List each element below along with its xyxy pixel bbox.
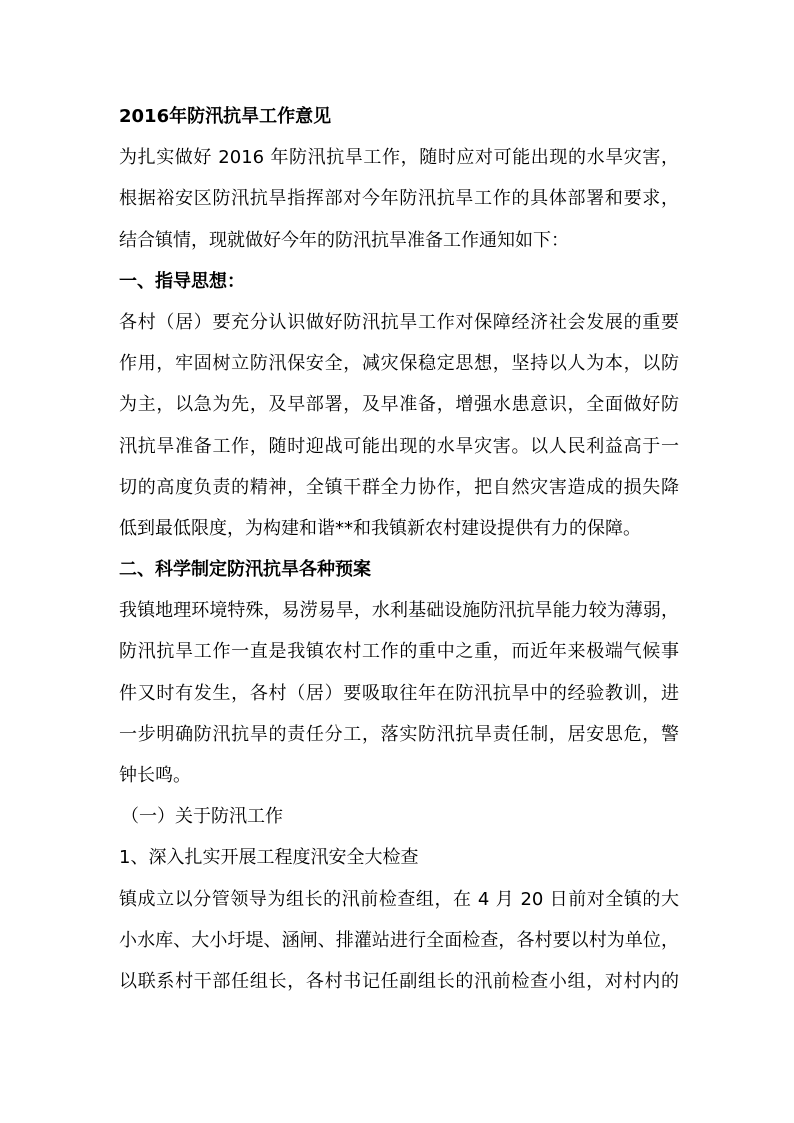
section-1-line-3: 为主，以急为先，及早部署，及早准备，增强水患意识，全面做好防: [119, 394, 679, 416]
subsection-1-heading: （一）关于防汛工作: [121, 806, 283, 828]
section-1-line-5: 切的高度负责的精神，全镇干群全力协作，把自然灾害造成的损失降: [119, 476, 679, 498]
document-body: [119, 103, 679, 1009]
item-1-line-2: 小水库、大小圩堤、涵闸、排灌站进行全面检查，各村要以村为单位，: [119, 929, 679, 951]
section-1-line-1: 各村（居）要充分认识做好防汛抗旱工作对保障经济社会发展的重要: [119, 311, 679, 333]
section-2-line-5: 钟长鸣。: [119, 765, 191, 786]
section-1-heading: 一、指导思想：: [119, 270, 245, 292]
section-2-line-3: 件又时有发生，各村（居）要吸取往年在防汛抗旱中的经验教训，进: [119, 682, 679, 704]
item-1-line-3: 以联系村干部任组长，各村书记任副组长的汛前检查小组，对村内的: [119, 970, 679, 992]
section-2-heading: 二、科学制定防汛抗旱各种预案: [119, 559, 371, 581]
section-1-line-2: 作用，牢固树立防汛保安全，减灾保稳定思想，坚持以人为本，以防: [119, 353, 679, 375]
section-2-line-2: 防汛抗旱工作一直是我镇农村工作的重中之重，而近年来极端气候事: [119, 641, 679, 663]
section-2-line-1: 我镇地理环境特殊，易涝易旱，水利基础设施防汛抗旱能力较为薄弱，: [119, 600, 679, 622]
item-1-heading: 1、深入扎实开展工程度汛安全大检查: [119, 847, 419, 869]
section-2-line-4: 一步明确防汛抗旱的责任分工，落实防汛抗旱责任制，居安思危，警: [119, 723, 679, 745]
intro-line-2: 根据裕安区防汛抗旱指挥部对今年防汛抗旱工作的具体部署和要求，: [119, 188, 679, 210]
document-title: 2016年防汛抗旱工作意见: [119, 106, 332, 127]
item-1-line-1: 镇成立以分管领导为组长的汛前检查组，在 4 月 20 日前对全镇的大: [119, 888, 679, 910]
intro-line-3: 结合镇情，现就做好今年的防汛抗旱准备工作通知如下：: [119, 229, 569, 251]
section-1-line-6: 低到最低限度，为构建和谐**和我镇新农村建设提供有力的保障。: [119, 517, 641, 539]
section-1-line-4: 汛抗旱准备工作，随时迎战可能出现的水旱灾害。以人民利益高于一: [119, 435, 679, 457]
intro-line-1: 为扎实做好 2016 年防汛抗旱工作，随时应对可能出现的水旱灾害，: [119, 147, 679, 169]
